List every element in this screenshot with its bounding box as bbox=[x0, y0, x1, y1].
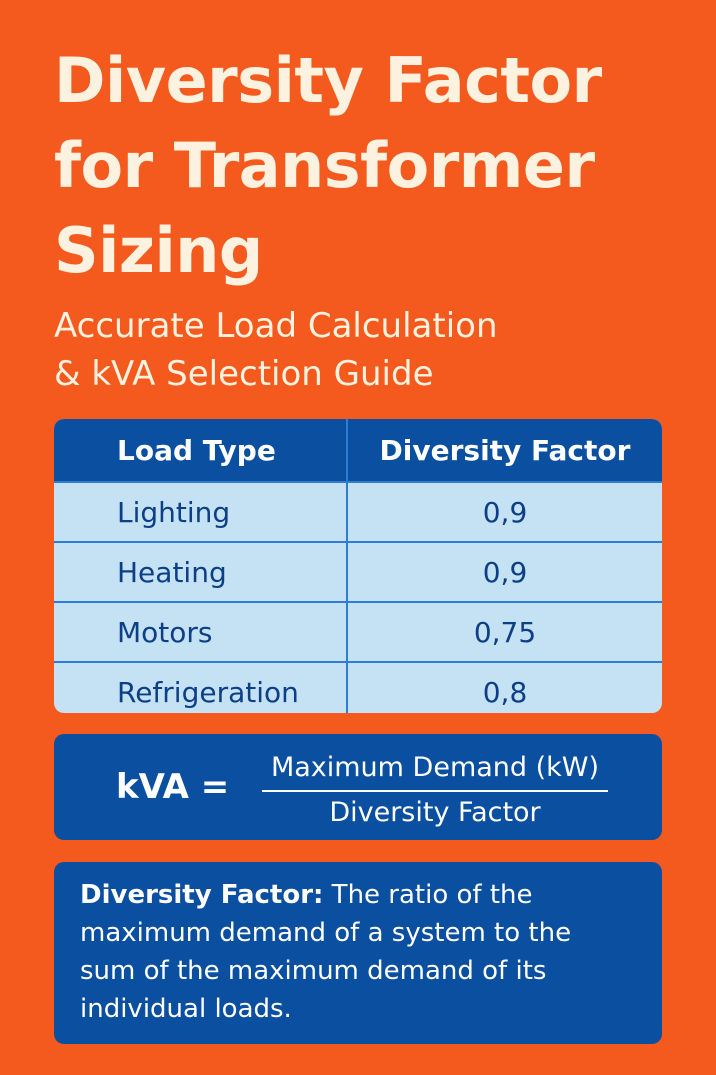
table-header-row bbox=[54, 419, 662, 482]
title-line-3: Sizing bbox=[54, 214, 263, 287]
table-row bbox=[54, 662, 662, 713]
kva-formula-card bbox=[54, 734, 662, 840]
formula-denominator: Diversity Factor bbox=[329, 797, 541, 828]
column-header-diversity-factor: Diversity Factor bbox=[347, 419, 662, 482]
table-row bbox=[54, 602, 662, 662]
definition-card bbox=[54, 862, 662, 1044]
page-title bbox=[54, 38, 694, 293]
diversity-factor-cell: 0,9 bbox=[347, 482, 662, 542]
definition-term: Diversity Factor: bbox=[80, 880, 324, 910]
formula-fraction bbox=[262, 748, 608, 833]
subtitle-line-2: & kVA Selection Guide bbox=[54, 354, 434, 394]
definition-line-3: sum of the maximum demand of its bbox=[80, 956, 547, 986]
table-row bbox=[54, 482, 662, 542]
diversity-factor-table bbox=[54, 419, 662, 713]
load-type-cell: Refrigeration bbox=[54, 662, 347, 713]
subtitle-line-1: Accurate Load Calculation bbox=[54, 306, 498, 346]
load-type-cell: Heating bbox=[54, 542, 347, 602]
title-line-1: Diversity Factor bbox=[54, 44, 602, 117]
definition-line-2: maximum demand of a system to the bbox=[80, 918, 572, 948]
diversity-factor-cell: 0,75 bbox=[347, 602, 662, 662]
definition-line-1-rest: The ratio of the bbox=[323, 880, 533, 910]
formula-numerator: Maximum Demand (kW) bbox=[262, 748, 608, 792]
load-type-cell: Motors bbox=[54, 602, 347, 662]
load-type-cell: Lighting bbox=[54, 482, 347, 542]
column-header-load-type: Load Type bbox=[54, 419, 347, 482]
table-row bbox=[54, 542, 662, 602]
definition-line-1 bbox=[80, 876, 650, 914]
definition-text bbox=[80, 876, 650, 1028]
diversity-factor-cell: 0,8 bbox=[347, 662, 662, 713]
formula-lhs: kVA = bbox=[116, 767, 230, 807]
diversity-factor-cell: 0,9 bbox=[347, 542, 662, 602]
definition-line-4: individual loads. bbox=[80, 994, 292, 1024]
page-subtitle bbox=[54, 302, 694, 398]
title-line-2: for Transformer bbox=[54, 129, 595, 202]
